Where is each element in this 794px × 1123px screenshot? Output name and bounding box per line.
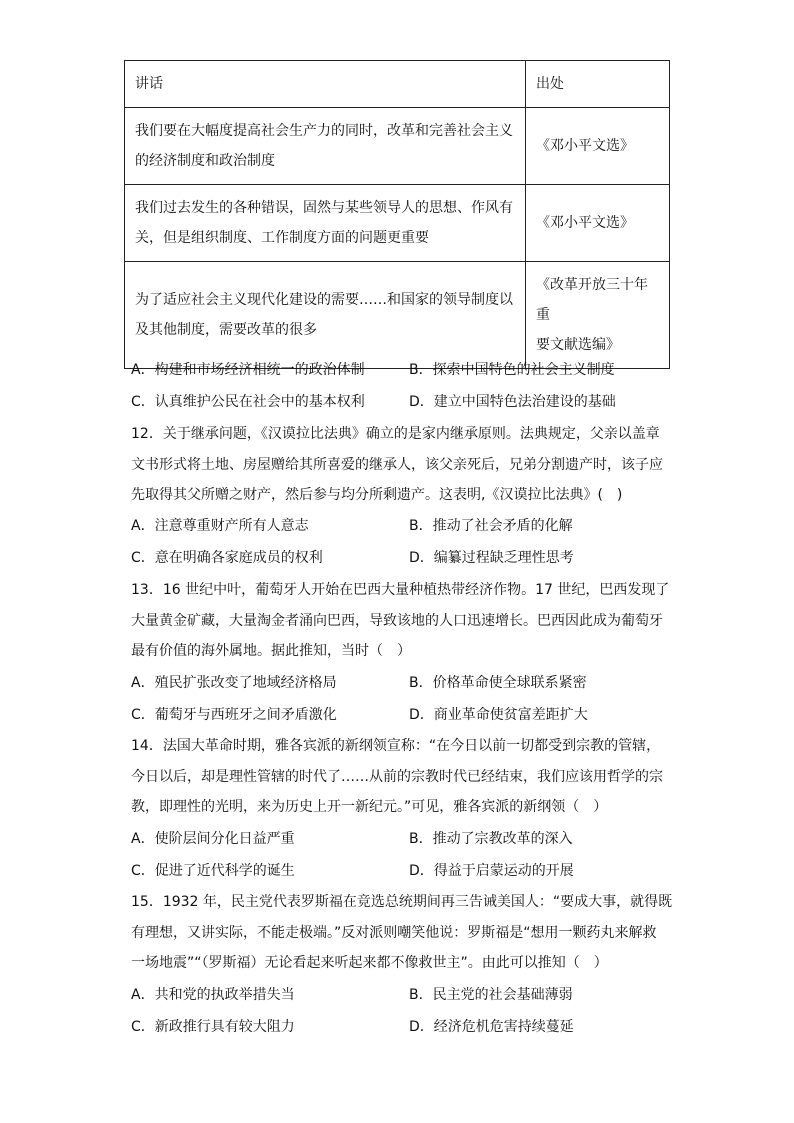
q14-stem-line: 14．法国大革命时期，雅各宾派的新纲领宣称：“在今日以前一切都受到宗教的管辖， bbox=[131, 738, 661, 754]
q14-option-c: C．促进了近代科学的诞生 bbox=[131, 863, 295, 879]
source-line: 《改革开放三十年重 bbox=[536, 277, 648, 323]
q13-stem-line: 最有价值的海外属地。据此推知，当时（ ） bbox=[131, 643, 411, 659]
q14-stem-line: 今日以后，却是理性管辖的时代了……从前的宗教时代已经结束，我们应该用哲学的宗 bbox=[131, 769, 663, 785]
q11-option-b: B．探索中国特色的社会主义制度 bbox=[409, 362, 615, 378]
source-cell bbox=[526, 185, 670, 262]
speech-line: 为了适应社会主义现代化建设的需要……和国家的领导制度以 bbox=[135, 292, 513, 308]
q13-stem-line: 13．16 世纪中叶，葡萄牙人开始在巴西大量种植热带经济作物。17 世纪，巴西发现了 bbox=[131, 582, 670, 598]
speech-line: 关，但是组织制度、工作制度方面的问题更重要 bbox=[135, 230, 429, 246]
source-line: 《邓小平文选》 bbox=[536, 215, 634, 231]
q12-stem-line: 12．关于继承问题，《汉谟拉比法典》确立的是家内继承原则。法典规定，父亲以盖章 bbox=[131, 426, 660, 442]
q14-stem-line: 教，即理性的光明，来为历史上开一新纪元。”可见，雅各宾派的新纲领（ ） bbox=[131, 799, 608, 815]
header-source: 出处 bbox=[526, 61, 670, 108]
table-row bbox=[125, 108, 670, 185]
q13-option-b: B．价格革命使全球联系紧密 bbox=[409, 675, 587, 691]
source-cell bbox=[526, 262, 670, 369]
q14-option-a: A．使阶层间分化日益严重 bbox=[131, 831, 295, 847]
table-row bbox=[125, 262, 670, 369]
q12-option-a: A．注意尊重财产所有人意志 bbox=[131, 518, 309, 534]
table-header-row bbox=[125, 61, 670, 108]
q12-option-b: B．推动了社会矛盾的化解 bbox=[409, 518, 573, 534]
q15-stem-line: 一场地震”“（罗斯福）无论看起来听起来都不像救世主”。由此可以推知（ ） bbox=[131, 955, 608, 971]
q13-option-a: A．殖民扩张改变了地域经济格局 bbox=[131, 675, 337, 691]
q15-option-c: C．新政推行具有较大阻力 bbox=[131, 1019, 295, 1035]
q11-option-a: A．构建和市场经济相统一的政治体制 bbox=[131, 362, 365, 378]
source-line: 要文献选编》 bbox=[536, 337, 620, 353]
source-line: 《邓小平文选》 bbox=[536, 138, 634, 154]
q12-stem-line: 文书形式将土地、房屋赠给其所喜爱的继承人，该父亲死后，兄弟分割遗产时，该子应 bbox=[131, 457, 663, 473]
speech-cell bbox=[125, 108, 526, 185]
q13-stem-line: 大量黄金矿藏，大量淘金者涌向巴西，导致该地的人口迅速增长。巴西因此成为葡萄牙 bbox=[131, 613, 663, 629]
q12-stem-line: 先取得其父所赠之财产，然后参与均分所剩遗产。这表明,《汉谟拉比法典》( ) bbox=[131, 487, 623, 503]
q15-option-d: D．经济危机危害持续蔓延 bbox=[409, 1019, 574, 1035]
speech-cell bbox=[125, 262, 526, 369]
q12-option-d: D．编纂过程缺乏理性思考 bbox=[409, 550, 574, 566]
speech-line: 的经济制度和政治制度 bbox=[135, 153, 275, 169]
q13-option-c: C．葡萄牙与西班牙之间矛盾激化 bbox=[131, 707, 337, 723]
q14-option-b: B．推动了宗教改革的深入 bbox=[409, 831, 573, 847]
q11-option-d: D．建立中国特色法治建设的基础 bbox=[409, 394, 616, 410]
q13-option-d: D．商业革命使贫富差距扩大 bbox=[409, 707, 588, 723]
q14-option-d: D．得益于启蒙运动的开展 bbox=[409, 863, 574, 879]
speech-cell bbox=[125, 185, 526, 262]
speech-line: 我们过去发生的各种错误，固然与某些领导人的思想、作风有 bbox=[135, 200, 513, 216]
q11-option-c: C．认真维护公民在社会中的基本权利 bbox=[131, 394, 365, 410]
speech-line: 及其他制度，需要改革的很多 bbox=[135, 322, 317, 338]
q15-stem-line: 15．1932 年，民主党代表罗斯福在竞选总统期间再三告诫美国人：“要成大事，就得既 bbox=[131, 894, 673, 910]
q15-option-b: B．民主党的社会基础薄弱 bbox=[409, 987, 573, 1003]
table-row bbox=[125, 185, 670, 262]
q12-option-c: C．意在明确各家庭成员的权利 bbox=[131, 550, 323, 566]
speech-source-table bbox=[124, 60, 670, 369]
q15-option-a: A．共和党的执政举措失当 bbox=[131, 987, 295, 1003]
speech-line: 我们要在大幅度提高社会生产力的同时，改革和完善社会主义 bbox=[135, 123, 513, 139]
header-speech: 讲话 bbox=[125, 61, 526, 108]
q15-stem-line: 有理想，又讲实际，不能走极端。”反对派则嘲笑他说：罗斯福是“想用一颗药丸来解救 bbox=[131, 925, 657, 941]
source-cell bbox=[526, 108, 670, 185]
